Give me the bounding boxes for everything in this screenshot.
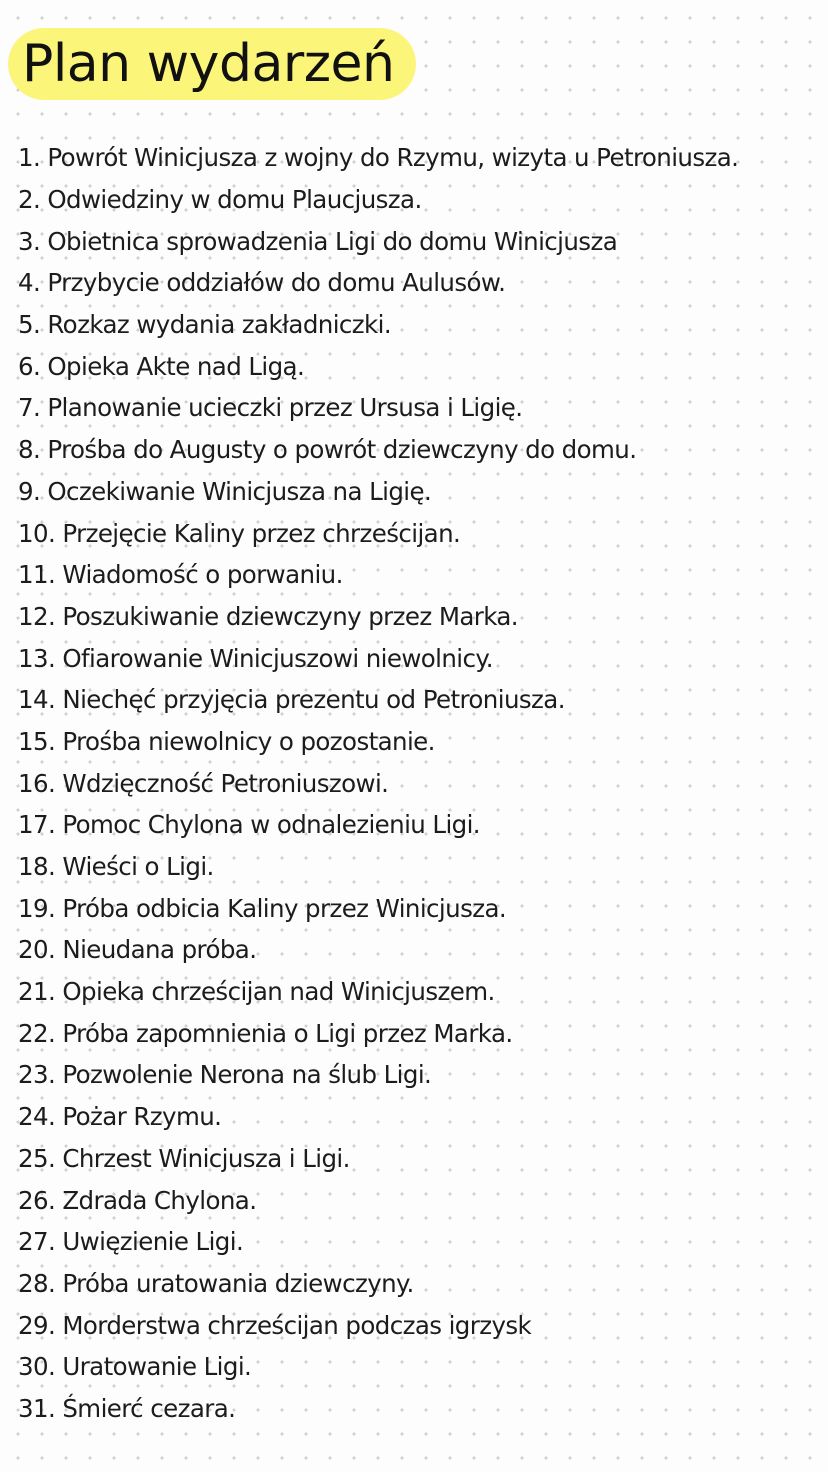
event-text: 13. Ofiarowanie Winicjuszowi niewolnicy. bbox=[18, 643, 493, 673]
event-text: 3. Obietnica sprowadzenia Ligi do domu Winicjusza bbox=[18, 226, 618, 256]
list-item bbox=[18, 387, 818, 429]
list-item bbox=[18, 1346, 818, 1388]
event-text: 18. Wieści o Ligi. bbox=[18, 852, 214, 882]
event-text: 14. Niechęć przyjęcia prezentu od Petroniusza. bbox=[18, 685, 565, 715]
event-text: 4. Przybycie oddziałów do domu Aulusów. bbox=[18, 268, 506, 298]
list-item bbox=[18, 220, 818, 262]
list-item bbox=[18, 846, 818, 888]
event-text: 27. Uwięzienie Ligi. bbox=[18, 1227, 244, 1257]
event-text: 5. Rozkaz wydania zakładniczki. bbox=[18, 310, 392, 340]
event-text: 15. Prośba niewolnicy o pozostanie. bbox=[18, 726, 435, 756]
event-text: 20. Nieudana próba. bbox=[18, 935, 257, 965]
list-item bbox=[18, 345, 818, 387]
list-item bbox=[18, 137, 818, 179]
event-text: 8. Prośba do Augusty o powrót dziewczyny do domu. bbox=[18, 435, 637, 465]
event-text: 19. Próba odbicia Kaliny przez Winicjusza. bbox=[18, 893, 507, 923]
list-item bbox=[18, 429, 818, 471]
list-item bbox=[18, 1138, 818, 1180]
event-text: 28. Próba uratowania dziewczyny. bbox=[18, 1268, 414, 1298]
title-highlight bbox=[8, 28, 416, 100]
list-item bbox=[18, 1263, 818, 1305]
event-text: 30. Uratowanie Ligi. bbox=[18, 1352, 252, 1382]
event-text: 6. Opieka Akte nad Ligą. bbox=[18, 351, 305, 381]
list-item bbox=[18, 679, 818, 721]
event-text: 25. Chrzest Winicjusza i Ligi. bbox=[18, 1143, 350, 1173]
event-text: 23. Pozwolenie Nerona na ślub Ligi. bbox=[18, 1060, 432, 1090]
event-text: 2. Odwiedziny w domu Plaucjusza. bbox=[18, 185, 422, 215]
list-item bbox=[18, 1304, 818, 1346]
list-item bbox=[18, 179, 818, 221]
list-item bbox=[18, 1221, 818, 1263]
event-text: 31. Śmierć cezara. bbox=[18, 1393, 236, 1423]
event-text: 10. Przejęcie Kaliny przez chrześcijan. bbox=[18, 518, 461, 548]
list-item bbox=[18, 304, 818, 346]
list-item bbox=[18, 721, 818, 763]
event-text: 24. Pożar Rzymu. bbox=[18, 1102, 222, 1132]
list-item bbox=[18, 929, 818, 971]
list-item bbox=[18, 887, 818, 929]
list-item bbox=[18, 1054, 818, 1096]
event-text: 22. Próba zapomnienia o Ligi przez Marka. bbox=[18, 1018, 513, 1048]
list-item bbox=[18, 1179, 818, 1221]
list-item bbox=[18, 637, 818, 679]
event-text: 16. Wdzięczność Petroniuszowi. bbox=[18, 768, 389, 798]
event-text: 21. Opieka chrześcijan nad Winicjuszem. bbox=[18, 977, 495, 1007]
list-item bbox=[18, 804, 818, 846]
list-item bbox=[18, 554, 818, 596]
list-item bbox=[18, 971, 818, 1013]
list-item bbox=[18, 1388, 818, 1430]
list-item bbox=[18, 262, 818, 304]
event-text: 26. Zdrada Chylona. bbox=[18, 1185, 257, 1215]
events-list bbox=[18, 137, 818, 1429]
event-text: 7. Planowanie ucieczki przez Ursusa i Ligię. bbox=[18, 393, 523, 423]
list-item bbox=[18, 471, 818, 513]
list-item bbox=[18, 1012, 818, 1054]
event-text: 9. Oczekiwanie Winicjusza na Ligię. bbox=[18, 476, 432, 506]
event-text: 12. Poszukiwanie dziewczyny przez Marka. bbox=[18, 601, 518, 631]
page-title: Plan wydarzeń bbox=[22, 34, 395, 94]
event-text: 29. Morderstwa chrześcijan podczas igrzysk bbox=[18, 1310, 532, 1340]
event-text: 11. Wiadomość o porwaniu. bbox=[18, 560, 343, 590]
list-item bbox=[18, 762, 818, 804]
event-text: 17. Pomoc Chylona w odnalezieniu Ligi. bbox=[18, 810, 480, 840]
list-item bbox=[18, 512, 818, 554]
event-text: 1. Powrót Winicjusza z wojny do Rzymu, wizyta u Petroniusza. bbox=[18, 143, 739, 173]
list-item bbox=[18, 1096, 818, 1138]
list-item bbox=[18, 596, 818, 638]
